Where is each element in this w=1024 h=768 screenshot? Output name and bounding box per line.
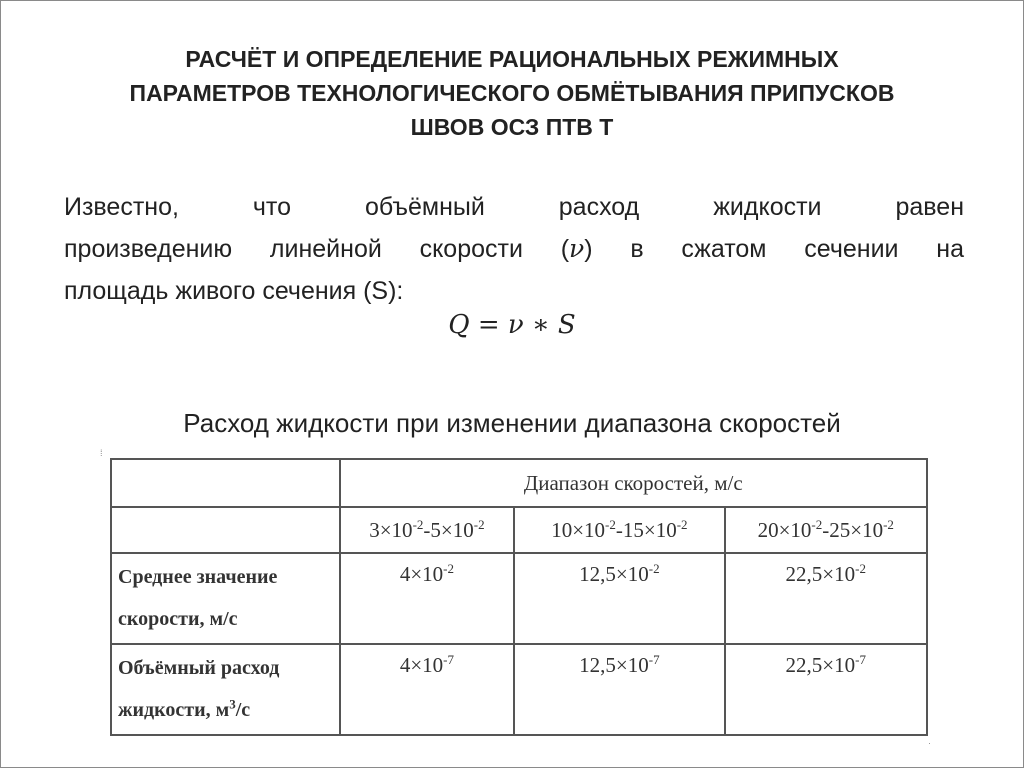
table-header-row	[111, 459, 927, 507]
title-line-2: ПАРАМЕТРОВ ТЕХНОЛОГИЧЕСКОГО ОБМЁТЫВАНИЯ ПРИПУСКОВ	[129, 80, 895, 106]
flow-formula: Q = ν ∗ S	[448, 310, 576, 340]
paragraph-line-2	[64, 228, 964, 270]
mean-speed-value-1: $4\times 10^{-2}$	[340, 553, 515, 644]
volume-flow-value-3: $22,5\times 10^{-7}$	[725, 644, 928, 735]
range-cell-3: $20\times 10^{-2}-25\times 10^{-2}$	[725, 507, 928, 553]
table-row-mean-speed	[111, 553, 927, 644]
volume-flow-value-1: $4\times 10^{-7}$	[340, 644, 515, 735]
range-header-row	[111, 507, 927, 553]
slide-title	[60, 42, 964, 144]
empty-label-cell	[111, 507, 340, 553]
mean-speed-value-2: $12,5\times 10^{-2}$	[514, 553, 724, 644]
velocity-symbol: ν	[569, 234, 585, 263]
paragraph-line-2-start: произведению линейной скорости (	[64, 235, 570, 263]
velocity-flow-table	[110, 458, 928, 736]
paragraph-line-1: Известно, что объёмный расход жидкости равен	[64, 193, 964, 221]
row-label-mean-speed: Среднее значение скорости, м/с	[111, 553, 340, 644]
table-row-volume-flow	[111, 644, 927, 735]
range-cell-2: $10\times 10^{-2}-15\times 10^{-2}$	[514, 507, 724, 553]
title-line-3: ШВОВ ОСЗ ПТВ Т	[410, 114, 614, 140]
mean-speed-value-3: $22,5\times 10^{-2}$	[725, 553, 928, 644]
row-label-volume-flow: Объёмный расход жидкости, $м^3/с$	[111, 644, 340, 735]
table-caption: Расход жидкости при изменении диапазона скоростей	[183, 408, 841, 438]
scan-mark-corner: ·	[928, 738, 931, 748]
title-line-1: РАСЧЁТ И ОПРЕДЕЛЕНИЕ РАЦИОНАЛЬНЫХ РЕЖИМНЫХ	[185, 46, 839, 72]
intro-paragraph	[64, 186, 964, 312]
paragraph-line-3: площадь живого сечения (S):	[64, 277, 404, 305]
paragraph-line-2-end: ) в сжатом сечении на	[584, 235, 964, 263]
range-cell-1: $3\times 10^{-2}-5\times 10^{-2}$	[340, 507, 515, 553]
speed-range-header: Диапазон скоростей, м/с	[340, 459, 927, 507]
empty-corner-cell	[111, 459, 340, 507]
volume-flow-value-2: $12,5\times 10^{-7}$	[514, 644, 724, 735]
scan-mark: ⁞	[100, 448, 103, 458]
